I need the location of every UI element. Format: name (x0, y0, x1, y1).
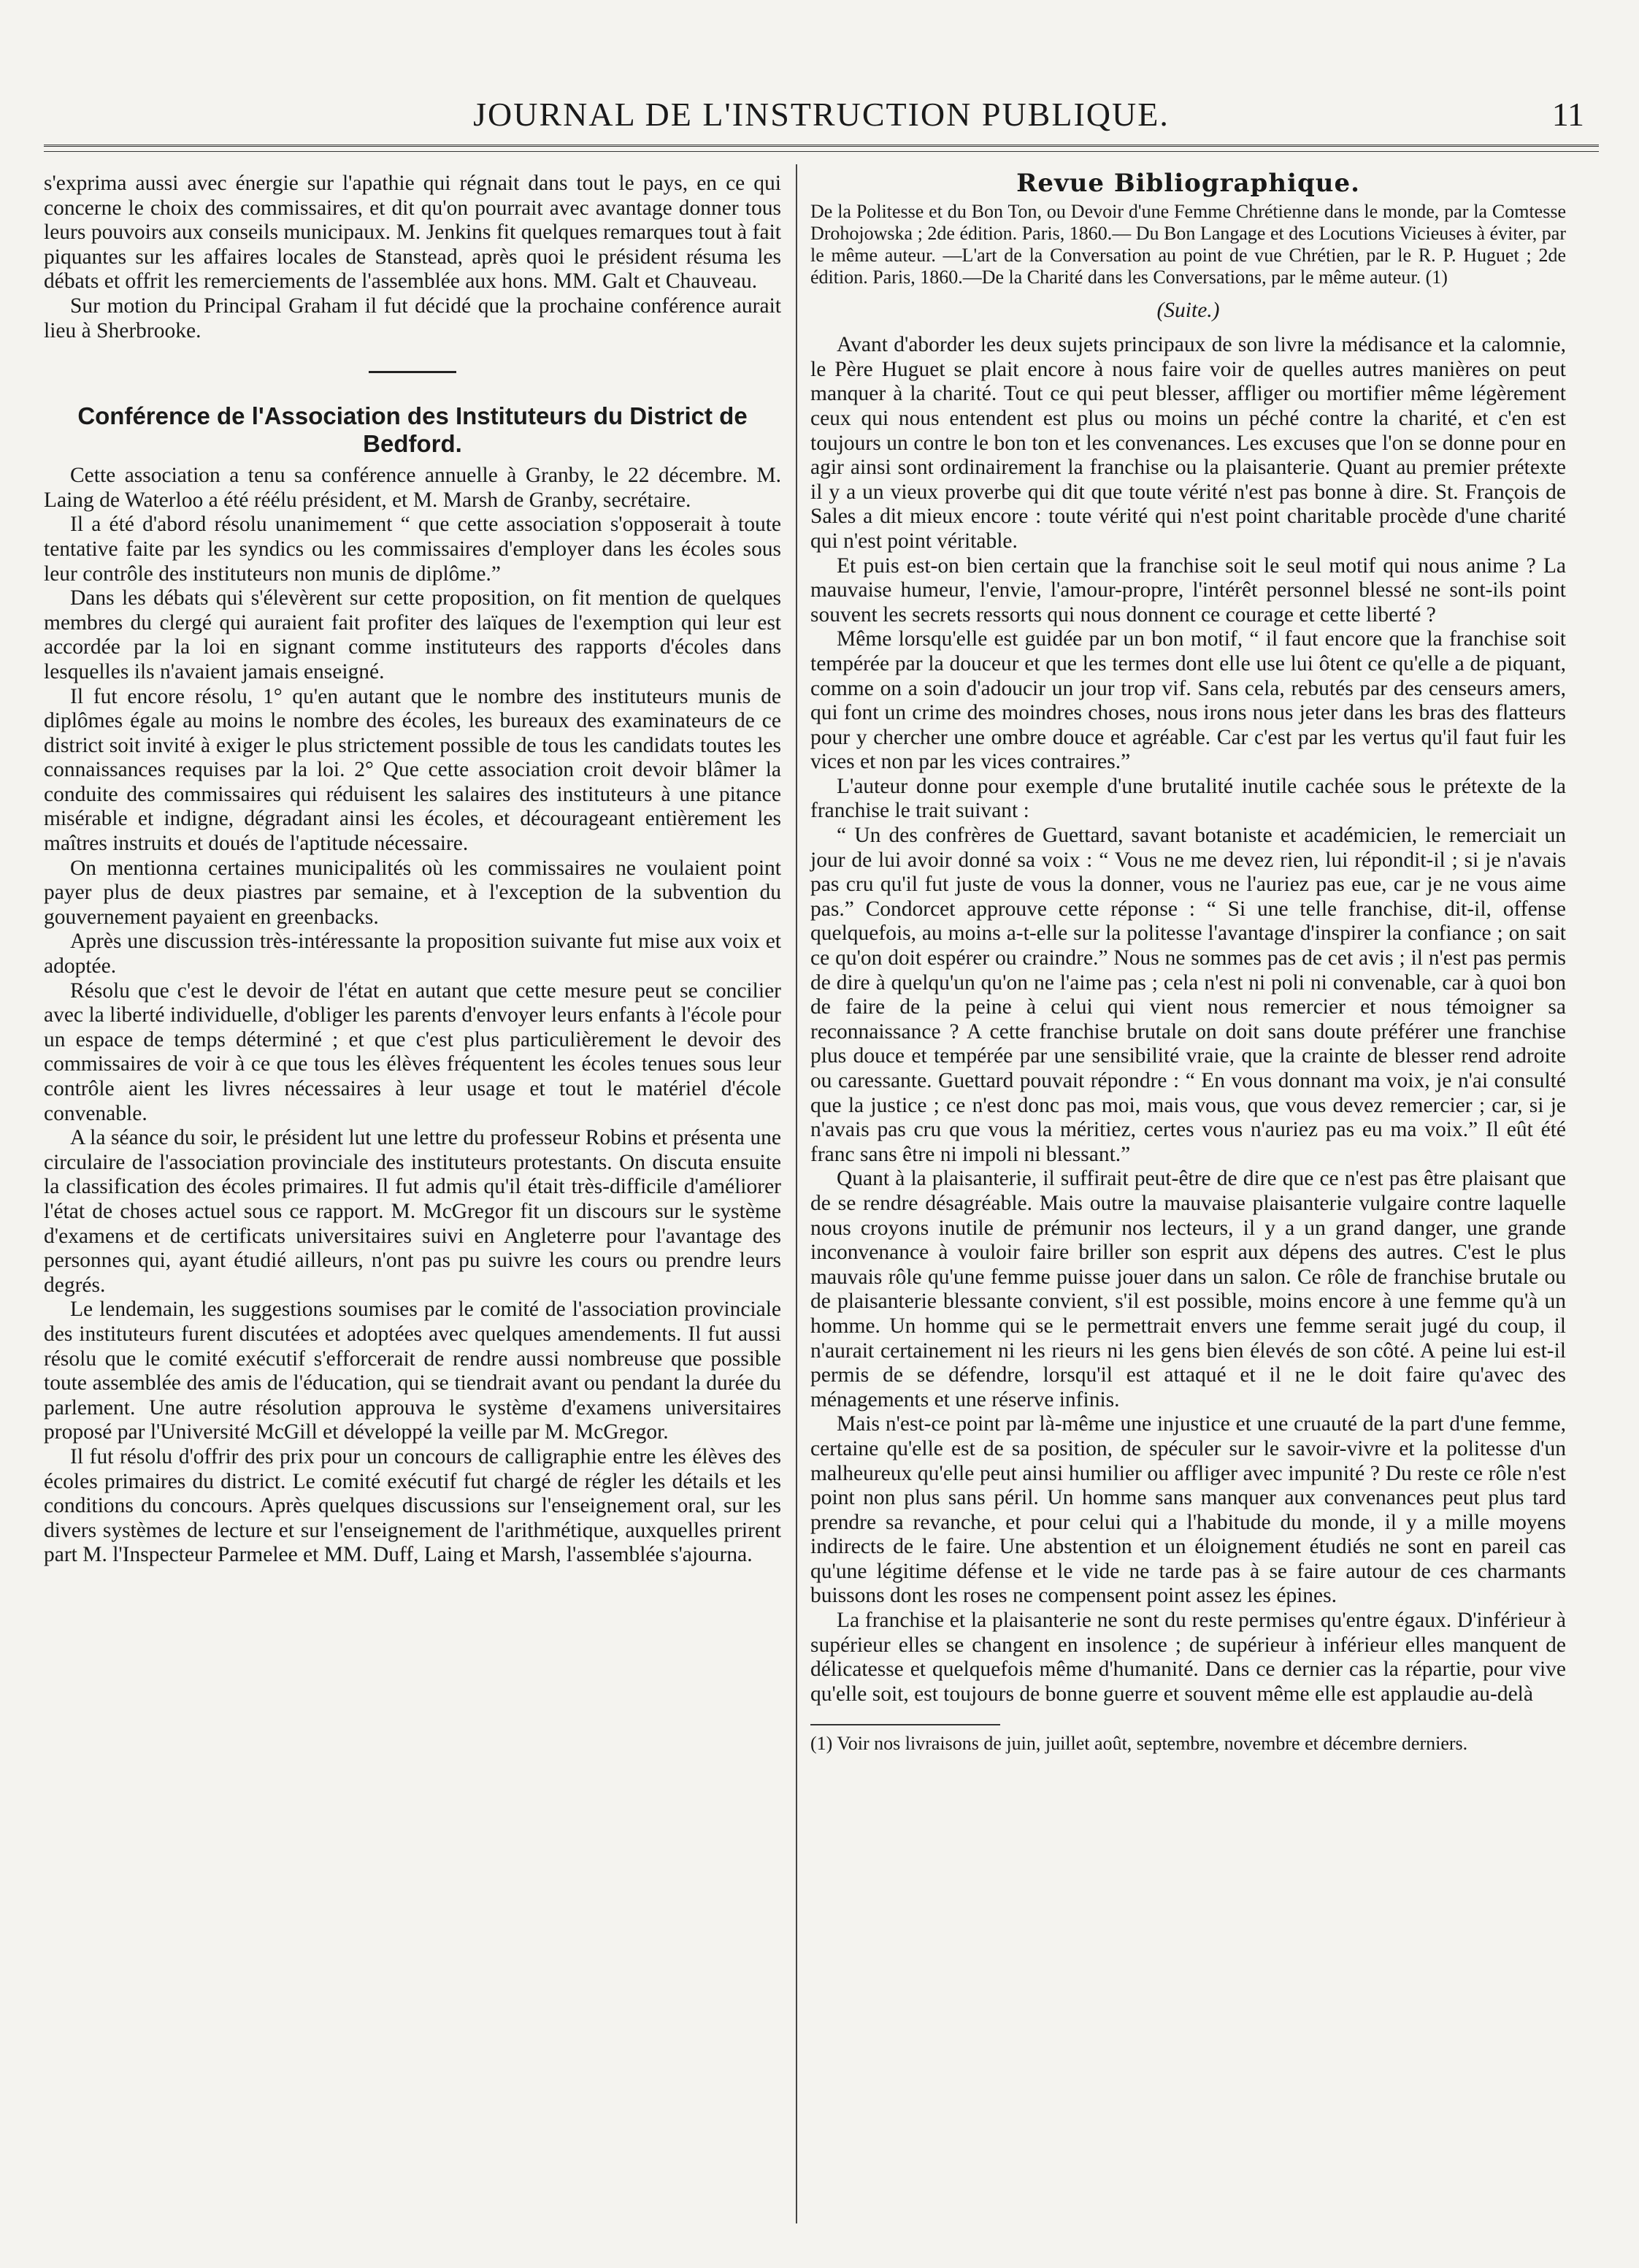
suite-label: (Suite.) (1156, 298, 1220, 322)
header-rule (44, 145, 1599, 152)
page-header (44, 95, 1599, 139)
paragraph: La franchise et la plaisanterie ne sont du reste permises qu'entre égaux. D'inférieur à supérieur elles se changent en insolence ; de supérieur à inférieur elles manquent de délicatesse et quelquefois même d'humanité. Dans ce dernier cas la répartie, pour vive qu'elle soit, est toujours de bonne guerre et souvent même elle est applaudie au-delà (810, 1609, 1566, 1706)
journal-page (44, 80, 1599, 2227)
paragraph: Dans les débats qui s'élevèrent sur cette proposition, on fit mention de quelques membres du clergé qui auraient fait profiter des laïques de l'exemption qui leur est accordée par la loi en signant comme instituteurs des rapports d'écoles dans lesquelles ils n'avaient jamais enseigné. (44, 586, 781, 683)
paragraph: Sur motion du Principal Graham il fut décidé que la prochaine conférence aurait lieu à Sherbrooke. (44, 294, 781, 342)
paragraph: Même lorsqu'elle est guidée par un bon motif, “ il faut encore que la franchise soit tempérée par la douceur et que les termes dont elle use lui ôtent ce qu'elle a de piquant, comme on a soin d'adoucir un jour trop vif. Sans cela, rebutés par des censeurs amers, qui font un crime des moindres choses, nous irons nous jeter dans les bras des flatteurs pour y chercher une ombre douce et agréable. Car c'est par les vertus qu'il faut fuir les vices et non par les vices contraires.” (810, 627, 1566, 774)
paragraph: Il fut résolu d'offrir des prix pour un concours de calligraphie entre les élèves des écoles primaires du district. Le comité exécutif fut chargé de régler les détails et les conditions du concours. Après quelques discussions sur l'enseignement oral, sur les divers systèmes de lecture et sur l'enseignement de l'arithmétique, auxquelles prirent part M. l'Inspecteur Parmelee et MM. Duff, Laing et Marsh, l'assemblée s'ajourna. (44, 1444, 781, 1567)
paragraph: On mentionna certaines municipalités où les commissaires ne voulaient point payer plus de deux piastres par semaine, et à l'exception de la subvention du gouvernement payaient en greenbacks. (44, 856, 781, 929)
paragraph: Il a été d'abord résolu unanimement “ que cette association s'opposerait à toute tentative faite par les syndics ou les commissaires d'employer dans les écoles sous leur contrôle des instituteurs non munis de diplôme.” (44, 513, 781, 586)
footnote: (1) Voir nos livraisons de juin, juillet août, septembre, novembre et décembre derniers. (810, 1733, 1468, 1755)
paragraph: “ Un des confrères de Guettard, savant botaniste et académicien, le remerciait un jour de lui avoir donné sa voix : “ Vous ne me devez rien, lui répondit-il ; si je n'avais pas cru qu'il fut juste de vous la donner, vous ne l'auriez pas eue, car je ne vous aime pas.” Condorcet approuve cette réponse : “ Si une telle franchise, dit-il, offense quelquefois, au moins a-t-elle sur la politesse l'avantage d'inspirer la confiance ; on sait ce qu'on doit espérer ou craindre.” Nous ne sommes pas de cet avis ; il n'est pas permis de dire à quelqu'un qu'on ne l'aime pas ; cela n'est ni poli ni convenable, car à quoi bon de faire de la peine à celui qui vient nous remercier et nous témoigner sa reconnaissance ? A cette franchise brutale on doit sans doute préférer une franchise plus douce et tempérée par une sensibilité vraie, que la crainte de blesser rend adroite ou caressante. Guettard pouvait répondre : “ En vous donnant ma voix, je n'ai consulté que la justice ; ce n'est donc pas moi, mais vous, que vous devez remercier ; car, si je n'avais pas cru que vous la méritiez, certes vous n'auriez pas eu ma voix.” Il eût été franc sans être ni impoli ni blessant.” (810, 824, 1566, 1166)
paragraph: Quant à la plaisanterie, il suffirait peut-être de dire que ce n'est pas être plaisant que de se rendre désagréable. Mais outre la mauvaise plaisanterie vulgaire contre laquelle nous croyons inutile de prémunir nos lecteurs, il y a un grand danger, une grande inconvenance à vouloir faire briller son esprit aux dépens des autres. C'est le plus mauvais rôle qu'une femme puisse jouer dans un salon. Ce rôle de franchise brutale ou de plaisanterie blessante convient, s'il est possible, moins encore à une femme qu'à un homme. Un homme qui se le permettrait envers une femme serait jugé du coup, il n'aurait certainement ni les rieurs ni les gens bien élevés de son côté. A peine lui est-il permis de se défendre, lorsqu'il est attaqué et il ne le doit faire qu'avec des ménagements et une réserve infinis. (810, 1167, 1566, 1411)
paragraph: L'auteur donne pour exemple d'une brutalité inutile cachée sous le prétexte de la franchise le trait suivant : (810, 774, 1566, 823)
paragraph: Cette association a tenu sa conférence annuelle à Granby, le 22 décembre. M. Laing de Waterloo a été réélu président, et M. Marsh de Granby, secrétaire. (44, 464, 781, 512)
paragraph: Avant d'aborder les deux sujets principaux de son livre la médisance et la calomnie, le Père Huguet se plait encore à nous faire voir de quelles autres manières on peut manquer à la charité. Tout ce qui peut blesser, affliger ou mortifier même légèrement ceux qui nous entendent est plus ou moins un péché contre la charité, et c'en est toujours un contre le bon ton et les convenances. Les excuses que l'on se donne pour en agir ainsi sont ordinairement la franchise ou la plaisanterie. Quant au premier prétexte il y a un vieux proverbe qui dit que toute vérité n'est pas bonne à dire. St. François de Sales a dit mieux encore : toute vérité qui n'est point charitable procède d'une charité qui n'est point véritable. (810, 333, 1566, 553)
page-number: 11 (1551, 96, 1584, 133)
paragraph: s'exprima aussi avec énergie sur l'apathie qui régnait dans tout le pays, en ce qui concerne le choix des commissaires, et dit qu'on pourrait avec avantage donner tous leurs pouvoirs aux conseils municipaux. M. Jenkins fit quelques remarques tout à fait piquantes sur les affaires locales de Stanstead, après quoi le président résuma les débats et offrit les remerciements de l'assemblée aux hons. MM. Galt et Chauveau. (44, 172, 781, 294)
footnote-rule (810, 1724, 1000, 1725)
paragraph: Après une discussion très-intéressante la proposition suivante fut mise aux voix et adoptée. (44, 930, 781, 978)
paragraph: Le lendemain, les suggestions soumises par le comité de l'association provinciale des instituteurs furent discutées et adoptées avec quelques amendements. Il fut aussi résolu que le comité exécutif s'efforcerait de rendre aussi nombreuse que possible toute assemblée des amis de l'éducation, qui se tiendrait avant ou pendant la durée du parlement. Une autre résolution approuva le système d'examens universitaires proposé par l'Université McGill et développé la veille par M. McGregor. (44, 1298, 781, 1444)
paragraph: Il fut encore résolu, 1° qu'en autant que le nombre des instituteurs munis de diplômes égale au moins le nombre des écoles, les bureaux des examinateurs de ce district soit invité à exiger le plus strictement possible de tous les candidats toutes les connaissances requises par la loi. 2° Que cette association croit devoir blâmer la conduite des commissaires qui réduisent les salaires des instituteurs à une pitance misérable et indigne, dégradant ainsi les écoles, et décourageant entièrement les maîtres instruits et doués de l'aptitude nécessaire. (44, 684, 781, 856)
column-divider (796, 164, 797, 2223)
paragraph: Mais n'est-ce point par là-même une injustice et une cruauté de la part d'une femme, certaine qu'elle est de sa position, de spéculer sur le savoir-vivre et la politesse d'un malheureux qu'elle peut ainsi humilier ou affliger avec impunité ? Du reste ce rôle n'est point non plus sans péril. Un homme sans manquer aux convenances peut plus tard prendre sa revanche, et pour celui qui a l'habitude du monde, il y a mille moyens indirects de le faire. Une abstention et un éloignement étudiés ne sont en pareil cas qu'une légitime défense et le vide ne tarde pas à se faire autour de ces charmants buissons dont les roses ne compensent point assez les épines. (810, 1412, 1566, 1608)
bibliography-intro: De la Politesse et du Bon Ton, ou Devoir d'une Femme Chrétienne dans le monde, par la Comtesse Drohojowska ; 2de édition. Paris, 1860.— Du Bon Langage et des Locutions Vicieuses à éviter, par le même auteur. —L'art de la Conversation au point de vue Chrétien, par le R. P. Huguet ; 2de édition. Paris, 1860.—De la Charité dans les Conversations, par le même auteur. (1) (810, 200, 1566, 288)
paragraph: A la séance du soir, le président lut une lettre du professeur Robins et présenta une circulaire de l'association provinciale des instituteurs protestants. On discuta ensuite la classification des écoles primaires. Il fut admis qu'il était très-difficile d'améliorer l'état de choses actuel sous ce rapport. M. McGregor fit un discours sur le système d'examens et de certificats universitaires suivi en Angleterre pour l'avantage des personnes qui, ayant étudié ailleurs, n'ont pas pu suivre les cours ou prendre leurs degrés. (44, 1126, 781, 1297)
paragraph: Et puis est-on bien certain que la franchise soit le seul motif qui nous anime ? La mauvaise humeur, l'envie, l'amour-propre, l'intérêt personnel blessé ne sont-ils point souvent les secrets ressorts qui nous donnent ce courage et cette liberté ? (810, 553, 1566, 627)
journal-title: JOURNAL DE L'INSTRUCTION PUBLIQUE. (473, 96, 1170, 133)
section-title: Revue Bibliographique. (1016, 169, 1360, 198)
left-column (44, 172, 781, 1568)
section-title: Conférence de l'Association des Instituteurs du District de Bedford. (77, 402, 748, 458)
right-column (810, 169, 1566, 1755)
paragraph: Résolu que c'est le devoir de l'état en autant que cette mesure peut se concilier avec la liberté individuelle, d'obliger les parents d'envoyer leurs enfants à l'école pour un espace de temps déterminé ; et que c'est plus particulièrement le devoir des commissaires de voir à ce que tous les élèves fréquentent les écoles tenues sous leur contrôle aient les livres nécessaires à leur usage et tout le matériel d'école convenable. (44, 978, 781, 1125)
section-divider (369, 371, 456, 373)
